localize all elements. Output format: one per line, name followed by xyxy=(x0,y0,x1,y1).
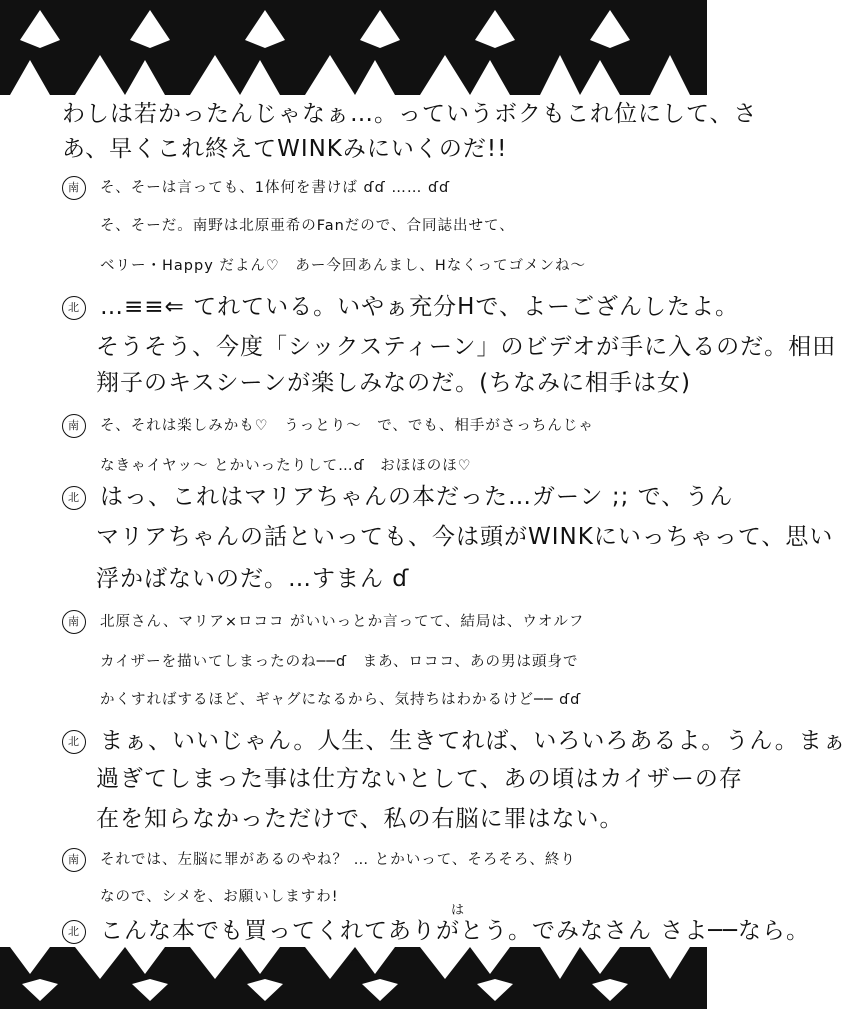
speaker-minami-mark: 南 xyxy=(62,176,86,200)
text-line: ベリー・Happy だよん♡ あー今回あんまし、Hなくってゴメンね〜 xyxy=(100,258,586,274)
text-line: かくすればするほど、ギャグになるから、気持ちはわかるけど── ɗɗ xyxy=(100,692,582,708)
text-line: そ、そーだ。南野は北原亜希のFanだので、合同誌出せて、 xyxy=(100,218,515,234)
dialogue-line: 北 はっ、これはマリアちゃんの本だった…ガーン ;; で、うん xyxy=(62,478,667,511)
top-pattern-border xyxy=(0,0,707,100)
text-line: わしは若かったんじゃなぁ…。っていうボクもこれ位にして、さ xyxy=(62,101,758,127)
speaker-kita-mark: 北 xyxy=(62,920,86,944)
speaker-kita-mark: 北 xyxy=(62,730,86,754)
bottom-pattern-border xyxy=(0,939,707,1009)
text-line: 翔子のキスシーンが楽しみなのだ。(ちなみに相手は女) xyxy=(96,370,692,396)
furigana: は xyxy=(451,903,465,918)
speaker-minami-mark: 南 xyxy=(62,848,86,872)
text-line: 浮かばないのだ。…すまん ɗ xyxy=(96,566,410,592)
dialogue-line: 南 北原さん、マリア×ロココ がいいっとか言ってて、結局は、ウオルフ xyxy=(62,610,667,634)
dialogue-line: 南 そ、そーは言っても、1体何を書けば ɗɗ …… ɗɗ xyxy=(62,176,667,200)
dialogue-line: 南 そ、それは楽しみかも♡ うっとり〜 で、でも、相手がさっちんじゃ xyxy=(62,414,667,438)
dialogue-line: 北 …≡≡⇐ てれている。いやぁ充分Hで、よーござんしたよ。 xyxy=(62,288,667,321)
page-number: 49 xyxy=(348,953,361,964)
text-line: カイザーを描いてしまったのね──ɗ まあ、ロココ、あの男は頭身で xyxy=(100,654,579,670)
dialogue-line: 南 それでは、左脳に罪があるのやね？ … とかいって、そろそろ、終り xyxy=(62,848,667,872)
text-line: マリアちゃんの話といっても、今は頭がWINKにいっちゃって、思い xyxy=(96,524,834,550)
text-line: 過ぎてしまった事は仕方ないとして、あの頃はカイザーの存 xyxy=(96,766,743,792)
speaker-kita-mark: 北 xyxy=(62,486,86,510)
text-line: なきゃイヤッ〜 とかいったりして…ɗ おほほのほ♡ xyxy=(100,458,472,474)
speaker-kita-mark: 北 xyxy=(62,296,86,320)
text-line: 在を知らなかっただけで、私の右脳に罪はない。 xyxy=(96,806,624,832)
speaker-minami-mark: 南 xyxy=(62,610,86,634)
dialogue-line: 北 こんな本でも買ってくれてありがとう。でみなさん さよ──なら。 xyxy=(62,912,687,945)
speaker-minami-mark: 南 xyxy=(62,414,86,438)
text-line: なので、シメを、お願いしますわ! xyxy=(100,889,339,905)
text-line: そうそう、今度「シックスティーン」のビデオが手に入るのだ。相田 xyxy=(96,334,837,360)
text-line: あ、早くこれ終えてWINKみにいくのだ!! xyxy=(62,136,508,162)
dialogue-line: 北 まぁ、いいじゃん。人生、生きてれば、いろいろあるよ。うん。まぁ xyxy=(62,722,667,755)
